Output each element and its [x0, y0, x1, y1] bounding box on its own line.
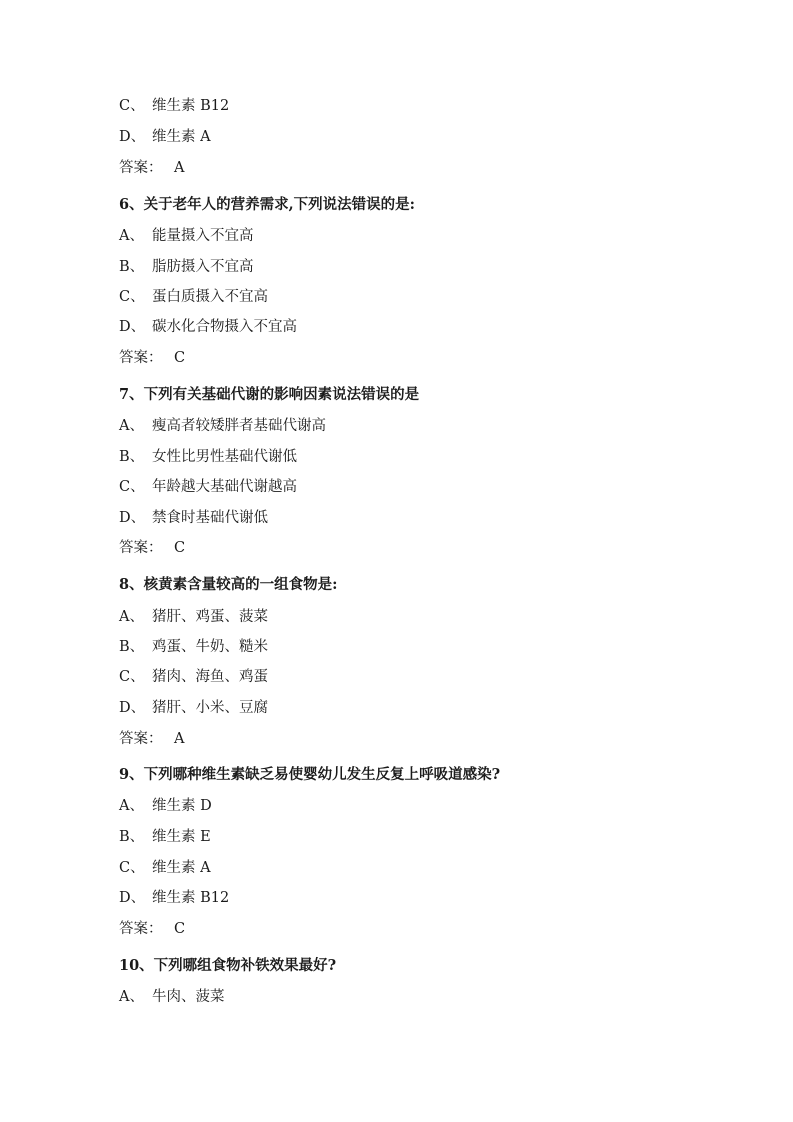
- option-text: 维生素 B12: [152, 890, 230, 906]
- option-text: 维生素 D: [152, 798, 212, 814]
- option-line: [119, 508, 268, 528]
- option-letter: A、: [119, 798, 144, 814]
- option-text: 脂肪摄入不宜高: [152, 259, 254, 275]
- option-text: 蛋白质摄入不宜高: [152, 289, 268, 305]
- answer-line: [119, 729, 184, 749]
- option-text: 女性比男性基础代谢低: [152, 449, 297, 465]
- option-line: [119, 888, 229, 908]
- option-line: [119, 226, 254, 246]
- option-letter: D、: [119, 319, 146, 335]
- option-line: [119, 96, 229, 116]
- option-line: [119, 858, 211, 878]
- answer-label: 答案：: [119, 160, 163, 176]
- option-line: [119, 698, 268, 718]
- option-text: 牛肉、菠菜: [152, 989, 225, 1005]
- answer-label: 答案：: [119, 540, 163, 556]
- option-letter: D、: [119, 700, 146, 716]
- option-text: 维生素 B12: [152, 98, 230, 114]
- question-title: 7、下列有关基础代谢的影响因素说法错误的是: [119, 386, 420, 403]
- option-line: [119, 827, 211, 847]
- question-title: 9、下列哪种维生素缺乏易使婴幼儿发生反复上呼吸道感染?: [119, 766, 501, 783]
- option-letter: B、: [119, 639, 145, 655]
- question-title: 8、核黄素含量较高的一组食物是:: [119, 576, 338, 593]
- option-line: [119, 796, 212, 816]
- answer-line: [119, 538, 185, 558]
- option-line: [119, 416, 326, 436]
- option-text: 维生素 A: [152, 129, 211, 145]
- answer-line: [119, 348, 185, 368]
- option-letter: B、: [119, 829, 145, 845]
- option-line: [119, 607, 268, 627]
- answer-value: C: [174, 921, 186, 937]
- option-line: [119, 987, 225, 1007]
- option-letter: C、: [119, 98, 145, 114]
- option-letter: A、: [119, 228, 144, 244]
- option-text: 瘦高者较矮胖者基础代谢高: [152, 418, 326, 434]
- option-line: [119, 447, 297, 467]
- answer-line: [119, 919, 185, 939]
- option-line: [119, 127, 211, 147]
- option-text: 年龄越大基础代谢越高: [152, 479, 297, 495]
- option-line: [119, 667, 268, 687]
- option-text: 维生素 A: [152, 860, 211, 876]
- option-text: 能量摄入不宜高: [152, 228, 254, 244]
- option-letter: C、: [119, 669, 145, 685]
- question-title: 6、关于老年人的营养需求,下列说法错误的是:: [119, 196, 415, 213]
- option-letter: D、: [119, 890, 146, 906]
- option-letter: D、: [119, 129, 146, 145]
- answer-label: 答案：: [119, 731, 163, 747]
- option-letter: B、: [119, 449, 145, 465]
- option-letter: B、: [119, 259, 145, 275]
- answer-value: C: [174, 540, 186, 556]
- option-text: 猪肉、海鱼、鸡蛋: [152, 669, 268, 685]
- option-letter: A、: [119, 989, 144, 1005]
- option-line: [119, 257, 254, 277]
- option-text: 猪肝、小米、豆腐: [152, 700, 268, 716]
- option-text: 碳水化合物摄入不宜高: [152, 319, 297, 335]
- option-letter: C、: [119, 289, 145, 305]
- option-letter: A、: [119, 609, 144, 625]
- answer-value: C: [174, 350, 186, 366]
- option-line: [119, 637, 268, 657]
- option-letter: C、: [119, 860, 145, 876]
- option-text: 猪肝、鸡蛋、菠菜: [152, 609, 268, 625]
- option-text: 鸡蛋、牛奶、糙米: [152, 639, 268, 655]
- answer-label: 答案：: [119, 921, 163, 937]
- option-letter: D、: [119, 510, 146, 526]
- option-text: 禁食时基础代谢低: [152, 510, 268, 526]
- answer-value: A: [174, 731, 185, 747]
- answer-value: A: [174, 160, 185, 176]
- answer-label: 答案：: [119, 350, 163, 366]
- option-line: [119, 317, 297, 337]
- option-letter: A、: [119, 418, 144, 434]
- answer-line: [119, 158, 184, 178]
- option-text: 维生素 E: [152, 829, 211, 845]
- option-line: [119, 477, 297, 497]
- option-letter: C、: [119, 479, 145, 495]
- question-title: 10、下列哪组食物补铁效果最好?: [119, 957, 337, 974]
- option-line: [119, 287, 268, 307]
